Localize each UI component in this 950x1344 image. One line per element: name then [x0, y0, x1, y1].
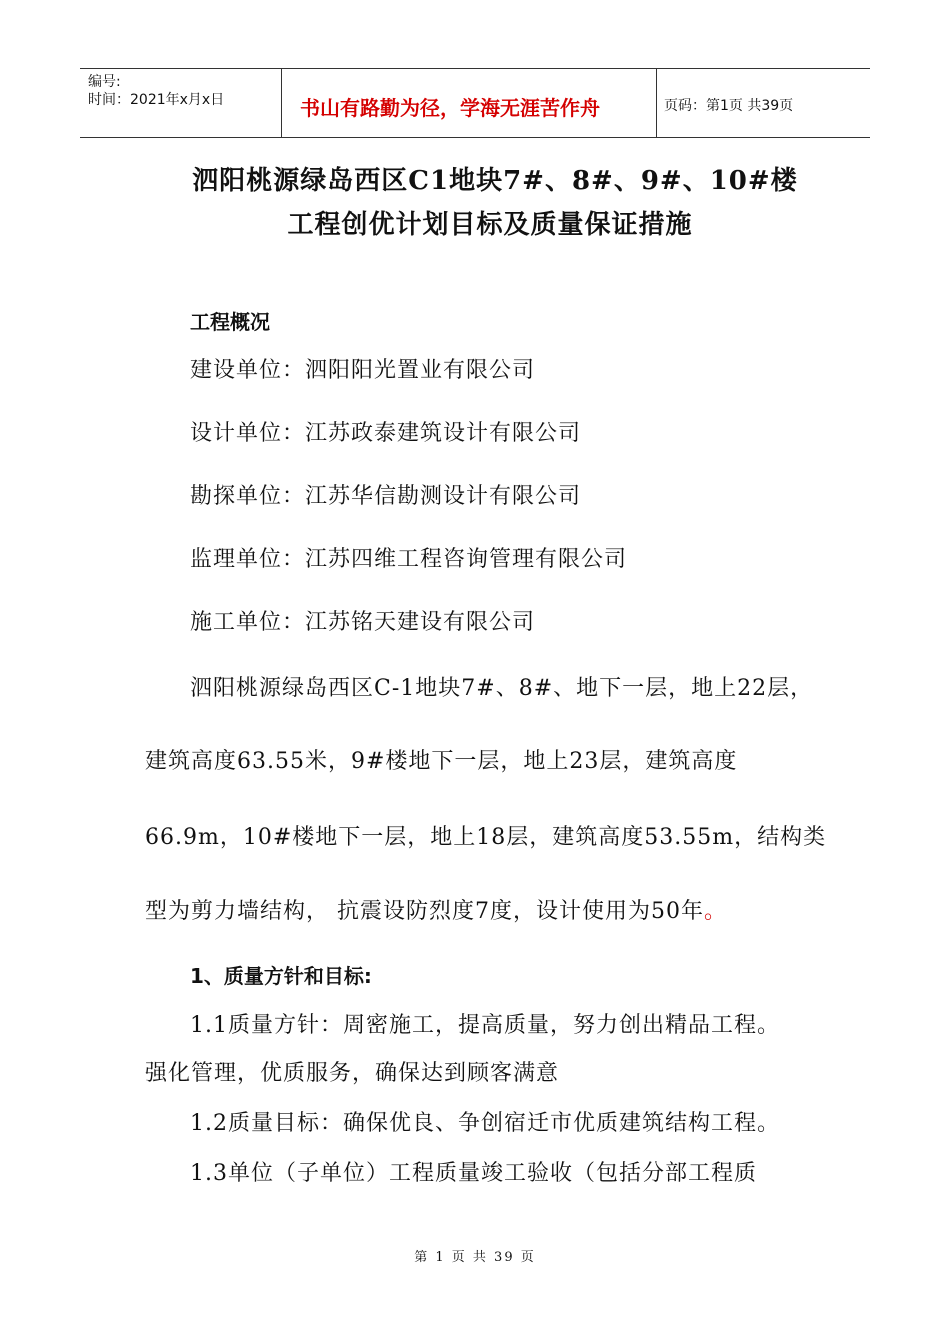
section1-heading: 1、质量方针和目标:: [190, 964, 372, 988]
section1-line: 1.3单位（子单位）工程质量竣工验收（包括分部工程质: [190, 1161, 757, 1186]
overview-para-line: 66.9m，10#楼地下一层，地上18层，建筑高度53.55m，结构类: [145, 825, 827, 850]
section1-line: 1.2质量目标：确保优良、争创宿迁市优质建筑结构工程。: [190, 1111, 780, 1136]
overview-item-builder: 建设单位：泗阳阳光置业有限公司: [190, 358, 536, 383]
overview-item-survey: 勘探单位：江苏华信勘测设计有限公司: [190, 484, 582, 509]
section1-line: 强化管理，优质服务，确保达到顾客满意: [145, 1061, 560, 1086]
overview-para-line-last: [145, 894, 727, 925]
overview-para-line: 建筑高度63.55米，9#楼地下一层，地上23层，建筑高度: [145, 749, 738, 774]
overview-heading: 工程概况: [190, 310, 270, 334]
header-motto-cell: [281, 69, 657, 137]
document-title-line1: 泗阳桃源绿岛西区C1地块7#、8#、9#、10#楼: [192, 166, 798, 196]
document-title-line2: 工程创优计划目标及质量保证措施: [287, 210, 693, 240]
overview-item-contractor: 施工单位：江苏铭天建设有限公司: [190, 610, 536, 635]
section1-line: 1.1质量方针：周密施工，提高质量，努力创出精品工程。: [190, 1013, 780, 1038]
motto-text: 书山有路勤为径，学海无涯苦作舟: [300, 96, 600, 120]
page-footer: 第 1 页 共 39 页: [414, 1250, 536, 1265]
document-header: [80, 68, 870, 138]
overview-para-text: 型为剪力墙结构， 抗震设防烈度7度，设计使用为50年: [145, 899, 704, 924]
page-info: 页码：第1页 共39页: [664, 98, 794, 114]
overview-item-supervisor: 监理单位：江苏四维工程咨询管理有限公司: [190, 547, 628, 572]
header-page-cell: [656, 69, 870, 137]
number-label: 编号:: [88, 74, 121, 90]
overview-item-designer: 设计单位：江苏政泰建筑设计有限公司: [190, 421, 582, 446]
time-label: 时间：2021年x月x日: [88, 92, 225, 108]
overview-para-end: 。: [704, 899, 728, 924]
header-meta-cell: [80, 69, 280, 137]
overview-para-line: 泗阳桃源绿岛西区C-1地块7#、8#、地下一层，地上22层，: [190, 676, 814, 701]
